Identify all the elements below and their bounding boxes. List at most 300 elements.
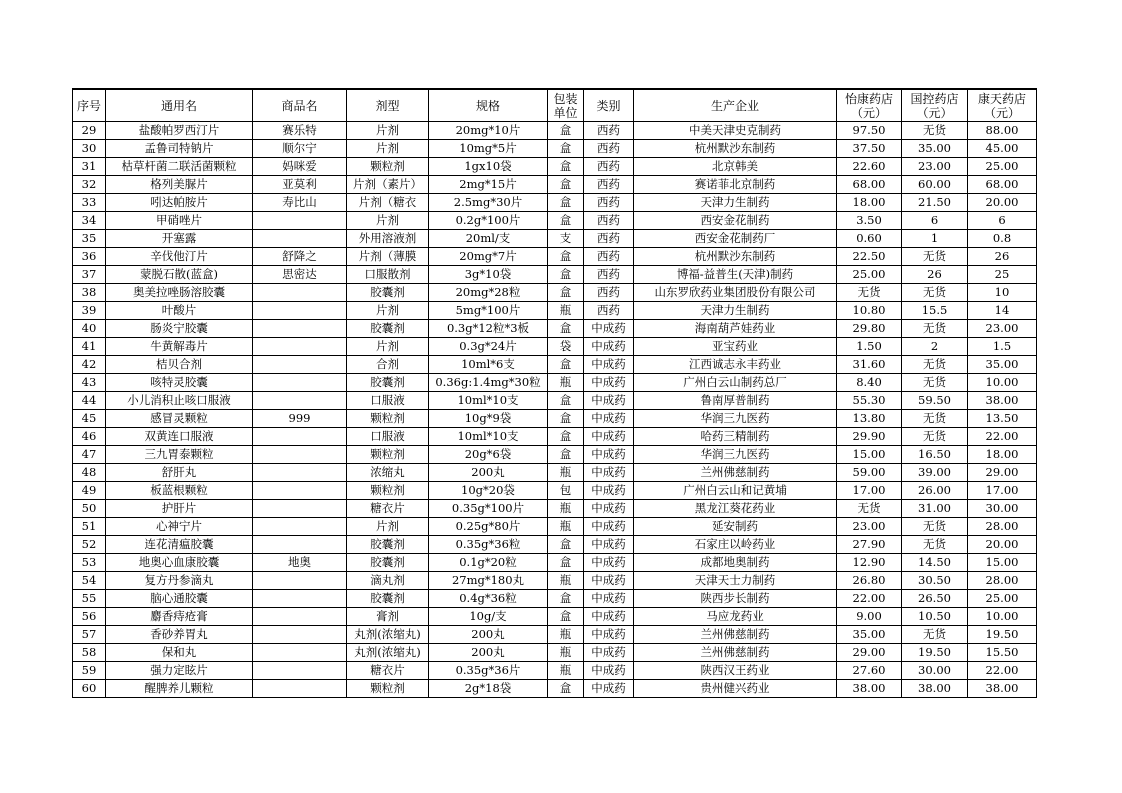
table-cell: 25.00 xyxy=(837,266,902,284)
table-cell: 瓶 xyxy=(548,626,584,644)
table-cell: 43 xyxy=(73,374,106,392)
table-cell: 中成药 xyxy=(584,446,634,464)
table-cell: 成都地奥制药 xyxy=(634,554,837,572)
table-row xyxy=(73,482,1037,500)
table-row xyxy=(73,266,1037,284)
table-cell: 无货 xyxy=(902,284,968,302)
table-cell: 三九胃泰颗粒 xyxy=(106,446,253,464)
table-cell: 29.00 xyxy=(968,464,1037,482)
table-cell: 26.80 xyxy=(837,572,902,590)
table-cell: 石家庄以岭药业 xyxy=(634,536,837,554)
table-row xyxy=(73,464,1037,482)
table-cell: 瓶 xyxy=(548,572,584,590)
table-cell: 杭州默沙东制药 xyxy=(634,248,837,266)
table-cell: 45.00 xyxy=(968,140,1037,158)
table-cell: 200丸 xyxy=(429,644,548,662)
table-cell: 1.5 xyxy=(968,338,1037,356)
table-row xyxy=(73,248,1037,266)
table-cell: 颗粒剂 xyxy=(347,482,429,500)
table-row xyxy=(73,518,1037,536)
table-cell: 蒙脱石散(蓝盒) xyxy=(106,266,253,284)
table-cell: 寿比山 xyxy=(253,194,347,212)
table-cell: 30.00 xyxy=(902,662,968,680)
table-cell: 20mg*28粒 xyxy=(429,284,548,302)
table-cell: 1gx10袋 xyxy=(429,158,548,176)
table-cell: 胶囊剂 xyxy=(347,590,429,608)
table-cell: 无货 xyxy=(902,410,968,428)
table-cell: 29 xyxy=(73,122,106,140)
table-cell: 无货 xyxy=(902,374,968,392)
table-cell: 10 xyxy=(968,284,1037,302)
table-cell: 瓶 xyxy=(548,302,584,320)
table-cell: 广州白云山制药总厂 xyxy=(634,374,837,392)
table-cell: 13.50 xyxy=(968,410,1037,428)
table-cell: 97.50 xyxy=(837,122,902,140)
table-cell: 8.40 xyxy=(837,374,902,392)
table-cell: 外用溶液剂 xyxy=(347,230,429,248)
table-cell: 西安金花制药厂 xyxy=(634,230,837,248)
table-row xyxy=(73,122,1037,140)
table-cell: 32 xyxy=(73,176,106,194)
table-cell: 赛诺菲北京制药 xyxy=(634,176,837,194)
table-cell: 格列美脲片 xyxy=(106,176,253,194)
table-cell xyxy=(253,518,347,536)
table-cell: 44 xyxy=(73,392,106,410)
table-cell: 39 xyxy=(73,302,106,320)
table-cell: 47 xyxy=(73,446,106,464)
table-cell: 200丸 xyxy=(429,626,548,644)
table-cell: 50 xyxy=(73,500,106,518)
table-cell: 瓶 xyxy=(548,518,584,536)
table-cell: 22.00 xyxy=(968,662,1037,680)
table-cell: 23.00 xyxy=(968,320,1037,338)
table-cell: 海南葫芦娃药业 xyxy=(634,320,837,338)
table-cell: 27.90 xyxy=(837,536,902,554)
table-cell: 15.00 xyxy=(837,446,902,464)
table-cell: 0.36g:1.4mg*30粒 xyxy=(429,374,548,392)
table-cell: 2 xyxy=(902,338,968,356)
table-cell: 10g/支 xyxy=(429,608,548,626)
table-cell: 20ml/支 xyxy=(429,230,548,248)
table-cell: 中成药 xyxy=(584,590,634,608)
table-cell: 鲁南厚普制药 xyxy=(634,392,837,410)
table-row xyxy=(73,158,1037,176)
table-cell: 20.00 xyxy=(968,536,1037,554)
table-cell: 甲硝唑片 xyxy=(106,212,253,230)
table-cell: 西药 xyxy=(584,122,634,140)
table-cell xyxy=(253,356,347,374)
table-cell: 35.00 xyxy=(968,356,1037,374)
table-cell: 14.50 xyxy=(902,554,968,572)
table-cell: 中成药 xyxy=(584,626,634,644)
table-cell: 60 xyxy=(73,680,106,698)
table-cell xyxy=(253,644,347,662)
table-cell xyxy=(253,680,347,698)
table-cell xyxy=(253,500,347,518)
table-cell: 无货 xyxy=(902,518,968,536)
table-cell: 感冒灵颗粒 xyxy=(106,410,253,428)
table-cell xyxy=(253,626,347,644)
header-cell: 通用名 xyxy=(106,89,253,122)
table-cell: 中成药 xyxy=(584,518,634,536)
table-cell: 盒 xyxy=(548,356,584,374)
table-cell: 西药 xyxy=(584,302,634,320)
table-cell: 10mg*5片 xyxy=(429,140,548,158)
drug-price-table xyxy=(72,88,1037,698)
table-cell: 26.50 xyxy=(902,590,968,608)
table-cell: 马应龙药业 xyxy=(634,608,837,626)
table-cell: 57 xyxy=(73,626,106,644)
table-cell: 盒 xyxy=(548,554,584,572)
table-cell: 16.50 xyxy=(902,446,968,464)
table-cell: 999 xyxy=(253,410,347,428)
table-cell: 25.00 xyxy=(968,158,1037,176)
table-cell: 胶囊剂 xyxy=(347,320,429,338)
table-cell: 0.2g*100片 xyxy=(429,212,548,230)
table-cell: 58 xyxy=(73,644,106,662)
table-cell: 无货 xyxy=(902,122,968,140)
table-cell: 亚莫利 xyxy=(253,176,347,194)
table-cell: 盒 xyxy=(548,392,584,410)
table-cell: 22.00 xyxy=(837,590,902,608)
table-cell: 胶囊剂 xyxy=(347,374,429,392)
table-cell: 华润三九医药 xyxy=(634,410,837,428)
table-cell: 思密达 xyxy=(253,266,347,284)
table-cell: 49 xyxy=(73,482,106,500)
table-cell xyxy=(253,608,347,626)
table-cell: 无货 xyxy=(902,428,968,446)
table-cell: 瓶 xyxy=(548,662,584,680)
table-row xyxy=(73,194,1037,212)
table-cell: 12.90 xyxy=(837,554,902,572)
table-cell: 59.00 xyxy=(837,464,902,482)
table-cell: 200丸 xyxy=(429,464,548,482)
table-row xyxy=(73,212,1037,230)
table-cell: 28.00 xyxy=(968,518,1037,536)
table-cell: 盒 xyxy=(548,212,584,230)
table-cell: 咳特灵胶囊 xyxy=(106,374,253,392)
table-row xyxy=(73,644,1037,662)
table-cell: 盒 xyxy=(548,446,584,464)
table-cell: 38.00 xyxy=(968,392,1037,410)
table-cell: 盒 xyxy=(548,176,584,194)
table-cell xyxy=(253,284,347,302)
table-cell: 糖衣片 xyxy=(347,500,429,518)
table-cell: 哈药三精制药 xyxy=(634,428,837,446)
table-cell: 45 xyxy=(73,410,106,428)
header-cell: 序号 xyxy=(73,89,106,122)
table-cell: 盒 xyxy=(548,536,584,554)
table-row xyxy=(73,536,1037,554)
table-cell: 1 xyxy=(902,230,968,248)
table-cell xyxy=(253,428,347,446)
table-cell: 丸剂(浓缩丸) xyxy=(347,626,429,644)
table-cell: 无货 xyxy=(902,626,968,644)
table-cell: 0.35g*100片 xyxy=(429,500,548,518)
table-cell: 西药 xyxy=(584,158,634,176)
table-cell: 40 xyxy=(73,320,106,338)
table-cell: 0.3g*24片 xyxy=(429,338,548,356)
table-cell: 口服散剂 xyxy=(347,266,429,284)
table-cell: 中美天津史克制药 xyxy=(634,122,837,140)
table-cell: 23.00 xyxy=(837,518,902,536)
table-cell xyxy=(253,302,347,320)
header-cell: 商品名 xyxy=(253,89,347,122)
table-row xyxy=(73,140,1037,158)
table-row xyxy=(73,338,1037,356)
table-cell: 中成药 xyxy=(584,608,634,626)
table-cell xyxy=(253,338,347,356)
table-cell: 颗粒剂 xyxy=(347,680,429,698)
table-row xyxy=(73,446,1037,464)
table-cell: 3g*10袋 xyxy=(429,266,548,284)
table-cell: 10.00 xyxy=(968,374,1037,392)
table-cell: 46 xyxy=(73,428,106,446)
table-cell: 30.00 xyxy=(968,500,1037,518)
table-cell: 中成药 xyxy=(584,392,634,410)
table-cell: 麝香痔疮膏 xyxy=(106,608,253,626)
table-cell: 舒肝丸 xyxy=(106,464,253,482)
table-cell: 板蓝根颗粒 xyxy=(106,482,253,500)
table-cell: 杭州默沙东制药 xyxy=(634,140,837,158)
table-cell: 舒降之 xyxy=(253,248,347,266)
table-cell: 连花清瘟胶囊 xyxy=(106,536,253,554)
table-cell: 51 xyxy=(73,518,106,536)
table-cell: 10.50 xyxy=(902,608,968,626)
table-cell: 盒 xyxy=(548,320,584,338)
table-cell: 10ml*6支 xyxy=(429,356,548,374)
table-cell: 31.00 xyxy=(902,500,968,518)
table-cell: 广州白云山和记黄埔 xyxy=(634,482,837,500)
table-cell: 34 xyxy=(73,212,106,230)
table-cell: 叶酸片 xyxy=(106,302,253,320)
table-row xyxy=(73,320,1037,338)
table-cell: 片剂 xyxy=(347,302,429,320)
table-cell: 20g*6袋 xyxy=(429,446,548,464)
table-cell: 42 xyxy=(73,356,106,374)
table-cell: 盒 xyxy=(548,680,584,698)
table-cell: 盒 xyxy=(548,428,584,446)
header-cell: 怡康药店（元） xyxy=(837,89,902,122)
table-cell: 吲达帕胺片 xyxy=(106,194,253,212)
table-cell xyxy=(253,482,347,500)
table-row xyxy=(73,392,1037,410)
table-cell: 牛黄解毒片 xyxy=(106,338,253,356)
table-cell: 西药 xyxy=(584,194,634,212)
table-cell: 博福-益普生(天津)制药 xyxy=(634,266,837,284)
table-cell: 18.00 xyxy=(968,446,1037,464)
table-cell: 31 xyxy=(73,158,106,176)
table-cell: 西药 xyxy=(584,212,634,230)
table-cell: 天津天士力制药 xyxy=(634,572,837,590)
table-cell: 19.50 xyxy=(968,626,1037,644)
table-cell: 68.00 xyxy=(837,176,902,194)
table-cell: 中成药 xyxy=(584,482,634,500)
table-row xyxy=(73,680,1037,698)
table-cell: 10.80 xyxy=(837,302,902,320)
header-cell: 剂型 xyxy=(347,89,429,122)
table-cell: 6 xyxy=(902,212,968,230)
header-cell: 生产企业 xyxy=(634,89,837,122)
header-cell: 规格 xyxy=(429,89,548,122)
table-cell: 颗粒剂 xyxy=(347,158,429,176)
table-cell: 48 xyxy=(73,464,106,482)
table-cell: 10g*9袋 xyxy=(429,410,548,428)
table-cell: 29.80 xyxy=(837,320,902,338)
table-cell: 小儿消积止咳口服液 xyxy=(106,392,253,410)
table-cell: 口服液 xyxy=(347,392,429,410)
header-cell: 康天药店（元） xyxy=(968,89,1037,122)
table-cell: 胶囊剂 xyxy=(347,284,429,302)
table-cell: 心神宁片 xyxy=(106,518,253,536)
table-cell: 0.35g*36粒 xyxy=(429,536,548,554)
table-row xyxy=(73,410,1037,428)
header-cell: 类别 xyxy=(584,89,634,122)
table-cell: 片剂（素片） xyxy=(347,176,429,194)
table-cell: 保和丸 xyxy=(106,644,253,662)
table-cell: 0.35g*36片 xyxy=(429,662,548,680)
table-cell: 西药 xyxy=(584,284,634,302)
table-row xyxy=(73,230,1037,248)
table-cell: 14 xyxy=(968,302,1037,320)
table-cell: 支 xyxy=(548,230,584,248)
table-cell: 盒 xyxy=(548,122,584,140)
table-cell: 颗粒剂 xyxy=(347,446,429,464)
table-cell: 20mg*7片 xyxy=(429,248,548,266)
table-cell: 56 xyxy=(73,608,106,626)
table-cell: 盒 xyxy=(548,410,584,428)
table-cell: 西药 xyxy=(584,140,634,158)
table-cell: 38.00 xyxy=(968,680,1037,698)
table-cell: 陕西汉王药业 xyxy=(634,662,837,680)
table-cell: 25.00 xyxy=(968,590,1037,608)
table-cell: 胶囊剂 xyxy=(347,554,429,572)
table-cell: 9.00 xyxy=(837,608,902,626)
table-cell xyxy=(253,230,347,248)
table-row xyxy=(73,626,1037,644)
table-cell: 亚宝药业 xyxy=(634,338,837,356)
table-row xyxy=(73,554,1037,572)
table-cell: 陕西步长制药 xyxy=(634,590,837,608)
table-cell: 开塞露 xyxy=(106,230,253,248)
table-cell: 38.00 xyxy=(902,680,968,698)
header-row xyxy=(73,89,1037,122)
table-cell: 2g*18袋 xyxy=(429,680,548,698)
table-cell: 妈咪爱 xyxy=(253,158,347,176)
table-cell: 27.60 xyxy=(837,662,902,680)
table-cell: 中成药 xyxy=(584,356,634,374)
table-cell: 2.5mg*30片 xyxy=(429,194,548,212)
table-cell: 55.30 xyxy=(837,392,902,410)
header-cell: 包装单位 xyxy=(548,89,584,122)
table-cell: 盒 xyxy=(548,194,584,212)
table-cell: 35.00 xyxy=(837,626,902,644)
table-cell xyxy=(253,392,347,410)
table-cell: 中成药 xyxy=(584,500,634,518)
table-row xyxy=(73,356,1037,374)
table-cell: 无货 xyxy=(902,536,968,554)
table-cell: 17.00 xyxy=(837,482,902,500)
table-cell: 中成药 xyxy=(584,572,634,590)
table-cell: 中成药 xyxy=(584,410,634,428)
table-cell: 15.50 xyxy=(968,644,1037,662)
table-cell: 脑心通胶囊 xyxy=(106,590,253,608)
table-cell: 双黄连口服液 xyxy=(106,428,253,446)
table-cell: 西安金花制药 xyxy=(634,212,837,230)
table-cell: 30.50 xyxy=(902,572,968,590)
table-cell: 中成药 xyxy=(584,536,634,554)
table-cell: 0.25g*80片 xyxy=(429,518,548,536)
table-cell: 20.00 xyxy=(968,194,1037,212)
table-cell: 17.00 xyxy=(968,482,1037,500)
table-cell: 19.50 xyxy=(902,644,968,662)
table-cell: 片剂 xyxy=(347,140,429,158)
table-cell: 盒 xyxy=(548,590,584,608)
table-cell: 28.00 xyxy=(968,572,1037,590)
table-cell: 糖衣片 xyxy=(347,662,429,680)
table-cell: 10ml*10支 xyxy=(429,428,548,446)
table-cell: 1.50 xyxy=(837,338,902,356)
table-cell: 59 xyxy=(73,662,106,680)
table-cell: 30 xyxy=(73,140,106,158)
table-cell: 25 xyxy=(968,266,1037,284)
table-cell: 0.3g*12粒*3板 xyxy=(429,320,548,338)
table-cell: 15.00 xyxy=(968,554,1037,572)
table-cell: 片剂 xyxy=(347,122,429,140)
table-cell: 滴丸剂 xyxy=(347,572,429,590)
table-cell xyxy=(253,212,347,230)
table-cell: 盒 xyxy=(548,608,584,626)
table-cell: 52 xyxy=(73,536,106,554)
table-cell: 瓶 xyxy=(548,464,584,482)
table-cell: 无货 xyxy=(902,356,968,374)
table-cell: 瓶 xyxy=(548,500,584,518)
table-cell: 88.00 xyxy=(968,122,1037,140)
table-cell: 西药 xyxy=(584,248,634,266)
table-cell: 护肝片 xyxy=(106,500,253,518)
table-cell: 10.00 xyxy=(968,608,1037,626)
table-cell: 西药 xyxy=(584,230,634,248)
table-cell: 中成药 xyxy=(584,338,634,356)
table-cell: 片剂（薄膜 xyxy=(347,248,429,266)
table-cell: 枯草杆菌二联活菌颗粒 xyxy=(106,158,253,176)
table-cell: 37 xyxy=(73,266,106,284)
table-cell: 21.50 xyxy=(902,194,968,212)
table-cell: 片剂 xyxy=(347,212,429,230)
table-cell: 华润三九医药 xyxy=(634,446,837,464)
table-cell: 西药 xyxy=(584,266,634,284)
table-row xyxy=(73,590,1037,608)
table-row xyxy=(73,302,1037,320)
table-cell: 顺尔宁 xyxy=(253,140,347,158)
table-cell: 瓶 xyxy=(548,644,584,662)
table-cell: 盒 xyxy=(548,248,584,266)
table-cell: 胶囊剂 xyxy=(347,536,429,554)
table-cell: 山东罗欣药业集团股份有限公司 xyxy=(634,284,837,302)
table-cell: 18.00 xyxy=(837,194,902,212)
table-cell: 辛伐他汀片 xyxy=(106,248,253,266)
table-cell xyxy=(253,320,347,338)
table-cell: 香砂养胃丸 xyxy=(106,626,253,644)
table-cell: 赛乐特 xyxy=(253,122,347,140)
table-cell: 22.60 xyxy=(837,158,902,176)
table-cell: 黑龙江葵花药业 xyxy=(634,500,837,518)
table-cell: 38.00 xyxy=(837,680,902,698)
table-cell: 5mg*100片 xyxy=(429,302,548,320)
table-cell: 无货 xyxy=(902,248,968,266)
table-cell: 瓶 xyxy=(548,374,584,392)
table-cell: 盒 xyxy=(548,284,584,302)
